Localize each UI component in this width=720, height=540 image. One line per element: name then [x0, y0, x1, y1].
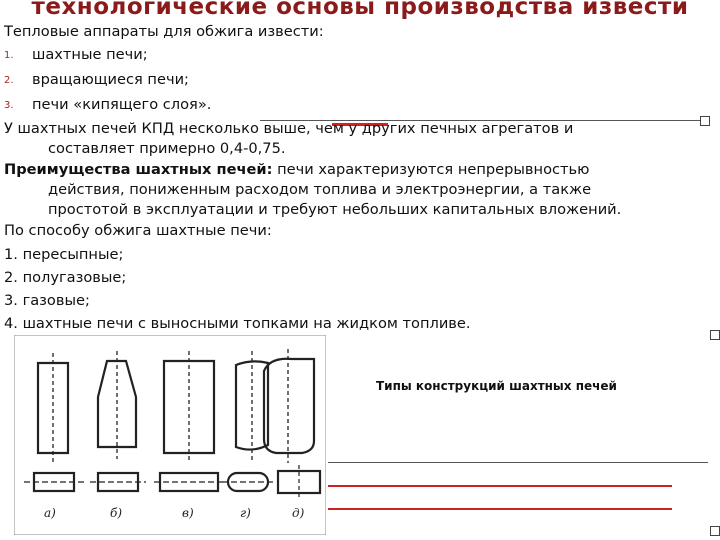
advantages-label: Преимущества шахтных печей:	[4, 161, 273, 178]
decorative-red-rule	[328, 508, 672, 510]
intro-text: Тепловые аппараты для обжига извести:	[4, 23, 324, 40]
advantages-text: действия, пониженным расходом топлива и электроэнергии, а также	[48, 181, 592, 198]
diagram-label-c: в)	[182, 506, 194, 520]
method-item: 2. полугазовые;	[4, 269, 127, 286]
decorative-square	[700, 116, 710, 126]
decorative-rule	[328, 462, 708, 463]
diagram-caption: Типы конструкций шахтных печей	[376, 379, 617, 393]
method-item: 3. газовые;	[4, 292, 90, 309]
diagram-label-d: г)	[240, 506, 251, 520]
list-marker: 3.	[4, 100, 14, 111]
efficiency-text: У шахтных печей КПД несколько выше, чем у других печных агрегатов и	[4, 120, 574, 137]
diagram-label-b: б)	[110, 506, 123, 520]
advantages-text-part: печи характеризуются непрерывностью	[272, 161, 590, 178]
method-item: 1. пересыпные;	[4, 246, 124, 263]
list-item: печи «кипящего слоя».	[32, 96, 212, 113]
decorative-square	[710, 526, 720, 536]
diagram-label-a: а)	[44, 506, 56, 520]
method-item: 4. шахтные печи с выносными топками на жидком топливе.	[4, 315, 471, 332]
diagram-frame	[14, 335, 326, 535]
slide-title: технологические основы производства извести	[31, 0, 689, 20]
kiln-sketches	[24, 349, 320, 499]
kiln-types-diagram	[14, 335, 326, 535]
decorative-square	[710, 330, 720, 340]
list-item: шахтные печи;	[32, 46, 148, 63]
list-item: вращающиеся печи;	[32, 71, 189, 88]
decorative-red-rule	[328, 485, 672, 487]
method-intro: По способу обжига шахтные печи:	[4, 222, 272, 239]
list-marker: 2.	[4, 75, 14, 86]
list-marker: 1.	[4, 50, 14, 61]
advantages-text: простотой в эксплуатации и требуют небольших капитальных вложений.	[48, 201, 622, 218]
advantages-text	[4, 160, 589, 180]
diagram-label-e: д)	[292, 506, 305, 520]
kiln-shaft-e	[264, 359, 314, 453]
efficiency-text: составляет примерно 0,4-0,75.	[48, 140, 286, 157]
